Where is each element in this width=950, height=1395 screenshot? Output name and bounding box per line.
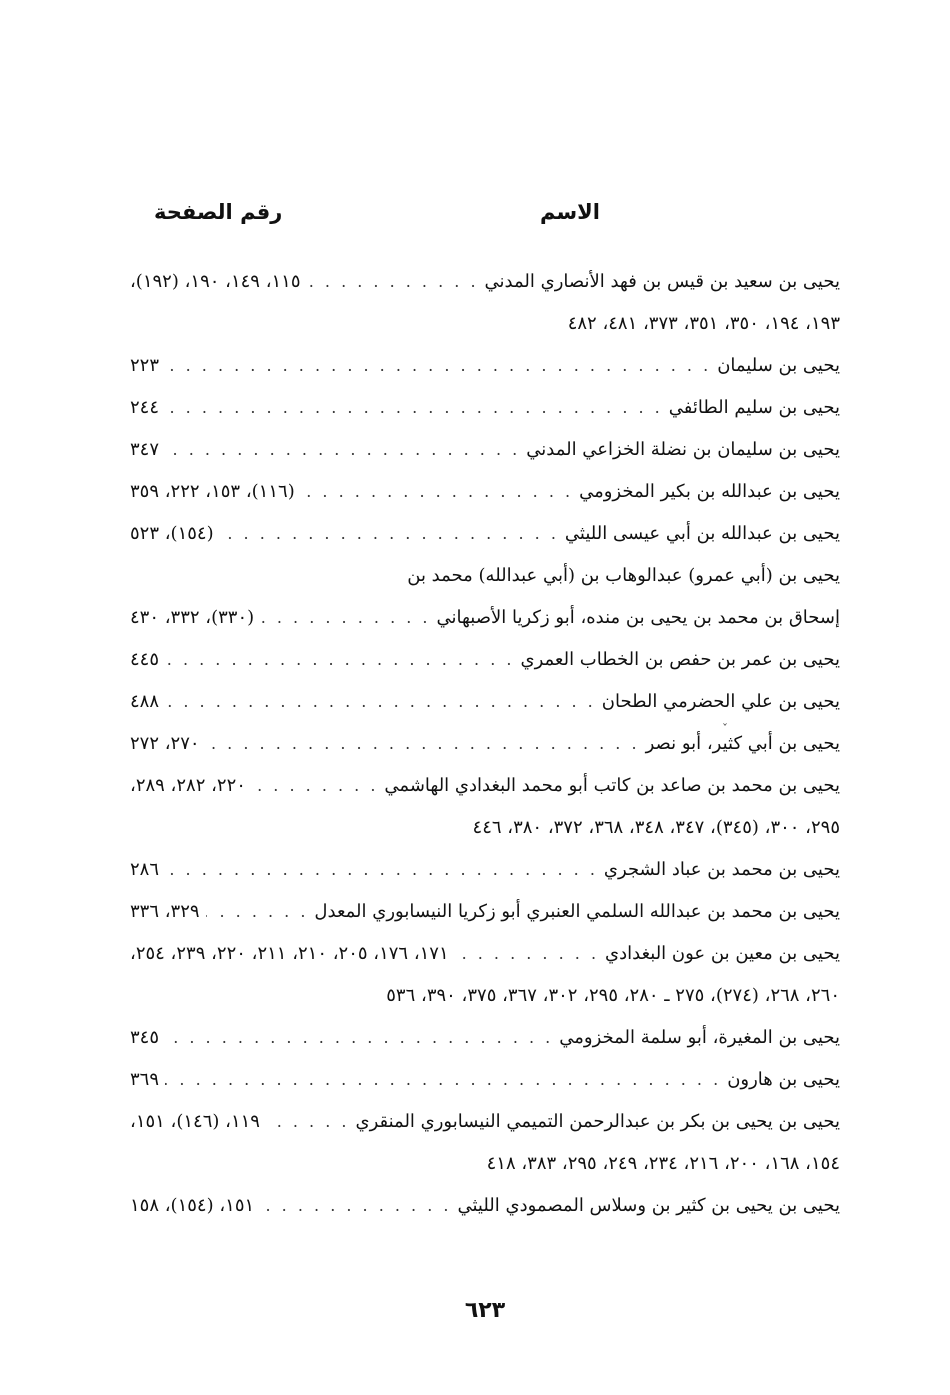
- entry-line: [130, 1058, 840, 1100]
- dot-leader: [260, 1196, 451, 1215]
- entry-pages: ٣٦٩: [130, 1068, 160, 1090]
- dot-leader: [206, 734, 640, 753]
- dot-leader: [266, 1112, 350, 1131]
- entry-line: [130, 260, 840, 302]
- index-entry: [130, 680, 840, 722]
- entry-pages: ٢٤٤: [130, 396, 160, 418]
- entry-pages: ٢٢٣: [130, 354, 160, 376]
- entry-name: يحيى بن هارون: [727, 1068, 840, 1090]
- dot-leader: [206, 902, 309, 921]
- entry-line: [130, 512, 840, 554]
- entry-line: [130, 722, 840, 764]
- entry-pages: ١٧١، ١٧٦، ٢٠٥، ٢١٠، ٢١١، ٢٢٠، ٢٣٩، ٢٥٤،: [130, 942, 449, 964]
- entry-name: يحيى بن محمد بن عباد الشجري: [603, 858, 840, 880]
- entry-line: [130, 1016, 840, 1058]
- entry-name: يحيى بن سعيد بن قيس بن فهد الأنصاري المدني: [484, 270, 840, 292]
- dot-leader: [455, 944, 599, 963]
- entry-name: يحيى بن أبي كثير، أبو نصر: [645, 732, 840, 754]
- entry-name: يحيى بن علي الحضرمي الطحان: [601, 690, 840, 712]
- entry-name: يحيى بن عبدالله بن أبي عيسى الليثي: [564, 522, 840, 544]
- entry-name: يحيى بن يحيى بن بكر بن عبدالرحمن التميمي النيسابوري المنقري: [355, 1110, 840, 1132]
- index-entry: [130, 260, 840, 344]
- entry-name: يحيى بن المغيرة، أبو سلمة المخزومي: [559, 1026, 840, 1048]
- entry-pages: (١١٦)، ١٥٣، ٢٢٢، ٣٥٩: [130, 480, 295, 502]
- margin-mark-icon: ˇ: [722, 722, 728, 736]
- entry-line: [130, 680, 840, 722]
- entry-line: [130, 344, 840, 386]
- entry-pages: (١٥٤)، ٥٢٣: [130, 522, 214, 544]
- entry-line: [130, 890, 840, 932]
- dot-leader: [260, 608, 430, 627]
- index-entry: [130, 512, 840, 554]
- index-entry: [130, 722, 840, 764]
- entry-name: يحيى بن يحيى بن كثير بن وسلاس المصمودي الليثي: [457, 1194, 840, 1216]
- entry-line: [130, 1184, 840, 1226]
- index-page: [130, 0, 840, 1395]
- entry-line: [130, 470, 840, 512]
- entry-line: [130, 932, 840, 974]
- entry-pages: ٢٨٦: [130, 858, 160, 880]
- entry-name: يحيى بن سليمان: [717, 354, 840, 376]
- entry-line: [130, 428, 840, 470]
- entry-continuation-line: [130, 806, 840, 848]
- entry-name: إسحاق بن محمد بن يحيى بن منده، أبو زكريا الأصبهاني: [436, 606, 840, 628]
- entry-pages: ٢٧٠، ٢٧٢: [130, 732, 200, 754]
- dot-leader: [165, 650, 514, 669]
- entry-name: يحيى بن محمد بن صاعد بن كاتب أبو محمد البغدادي الهاشمي: [384, 774, 840, 796]
- entry-name: يحيى بن سليمان بن نضلة الخزاعي المدني: [526, 438, 840, 460]
- entry-name: يحيى بن عبدالله بن بكير المخزومي: [579, 480, 840, 502]
- entry-pages: ١١٩، (١٤٦)، ١٥١،: [130, 1110, 260, 1132]
- dot-leader: [165, 860, 598, 879]
- page-column-heading: رقم الصفحة: [154, 200, 283, 224]
- entry-name: يحيى بن محمد بن عبدالله السلمي العنبري أبو زكريا النيسابوري المعدل: [314, 900, 840, 922]
- index-entries: [130, 260, 840, 1226]
- entry-pages: (٣٣٠)، ٣٣٢، ٤٣٠: [130, 606, 255, 628]
- entry-pages: ٣٤٥: [130, 1026, 160, 1048]
- entry-name: يحيى بن عمر بن حفص بن الخطاب العمري: [520, 648, 840, 670]
- entry-pages: ٢٦٠، ٢٦٨، (٢٧٤)، ٢٧٥ ـ ٢٨٠، ٢٩٥، ٣٠٢، ٣٦٧، ٣٧٥، ٣٩٠، ٥٣٦: [386, 984, 840, 1006]
- entry-name: يحيى بن (أبي عمرو) عبدالوهاب بن (أبي عبدالله) محمد بن: [407, 564, 840, 586]
- dot-leader: [307, 272, 479, 291]
- entry-continuation-line: [130, 1142, 840, 1184]
- entry-pages: ١٥١، (١٥٤)، ١٥٨: [130, 1194, 255, 1216]
- entry-pages: ٢٩٥، ٣٠٠، (٣٤٥)، ٣٤٧، ٣٤٨، ٣٦٨، ٣٧٢، ٣٨٠، ٤٤٦: [472, 816, 840, 838]
- entry-pages: ١٩٣، ١٩٤، ٣٥٠، ٣٥١، ٣٧٣، ٤٨١، ٤٨٢: [567, 312, 840, 334]
- index-entry: [130, 848, 840, 890]
- entry-line: [130, 596, 840, 638]
- entry-continuation-line: [130, 974, 840, 1016]
- entry-pages: ١٥٤، ١٦٨، ٢٠٠، ٢١٦، ٢٣٤، ٢٤٩، ٢٩٥، ٣٨٣، ٤١٨: [486, 1152, 840, 1174]
- index-entry: [130, 554, 840, 638]
- dot-leader: [252, 776, 379, 795]
- entry-name: يحيى بن سليم الطائفي: [668, 396, 840, 418]
- index-entry: [130, 1058, 840, 1100]
- index-entry: [130, 344, 840, 386]
- entry-pages: ٣٤٧: [130, 438, 160, 460]
- index-entry: [130, 386, 840, 428]
- dot-leader: [165, 692, 596, 711]
- entry-line: [130, 386, 840, 428]
- index-entry: [130, 1184, 840, 1226]
- index-entry: [130, 638, 840, 680]
- entry-continuation-line: [130, 302, 840, 344]
- dot-leader: [301, 482, 573, 501]
- entry-line: [130, 638, 840, 680]
- entry-line: [130, 554, 840, 596]
- entry-pages: ٤٨٨: [130, 690, 160, 712]
- index-entry: [130, 470, 840, 512]
- entry-name: يحيى بن معين بن عون البغدادي: [605, 942, 840, 964]
- dot-leader: [165, 440, 520, 459]
- dot-leader: [220, 524, 559, 543]
- index-entry: [130, 1100, 840, 1184]
- name-column-heading: الاسم: [540, 200, 600, 224]
- dot-leader: [165, 356, 711, 375]
- entry-line: [130, 764, 840, 806]
- index-entry: [130, 932, 840, 1016]
- entry-pages: ٣٢٩، ٣٣٦: [130, 900, 200, 922]
- page-number: ٦٢٣: [464, 1298, 506, 1323]
- entry-pages: ٤٤٥: [130, 648, 160, 670]
- dot-leader: [165, 1028, 553, 1047]
- index-entry: [130, 428, 840, 470]
- entry-line: [130, 848, 840, 890]
- dot-leader: [165, 1070, 721, 1089]
- column-header: [130, 192, 840, 232]
- index-entry: [130, 764, 840, 848]
- entry-pages: ١١٥، ١٤٩، ١٩٠، (١٩٢)،: [130, 270, 301, 292]
- index-entry: [130, 890, 840, 932]
- entry-pages: ٢٢٠، ٢٨٢، ٢٨٩،: [130, 774, 246, 796]
- entry-line: [130, 1100, 840, 1142]
- dot-leader: [165, 398, 663, 417]
- index-entry: [130, 1016, 840, 1058]
